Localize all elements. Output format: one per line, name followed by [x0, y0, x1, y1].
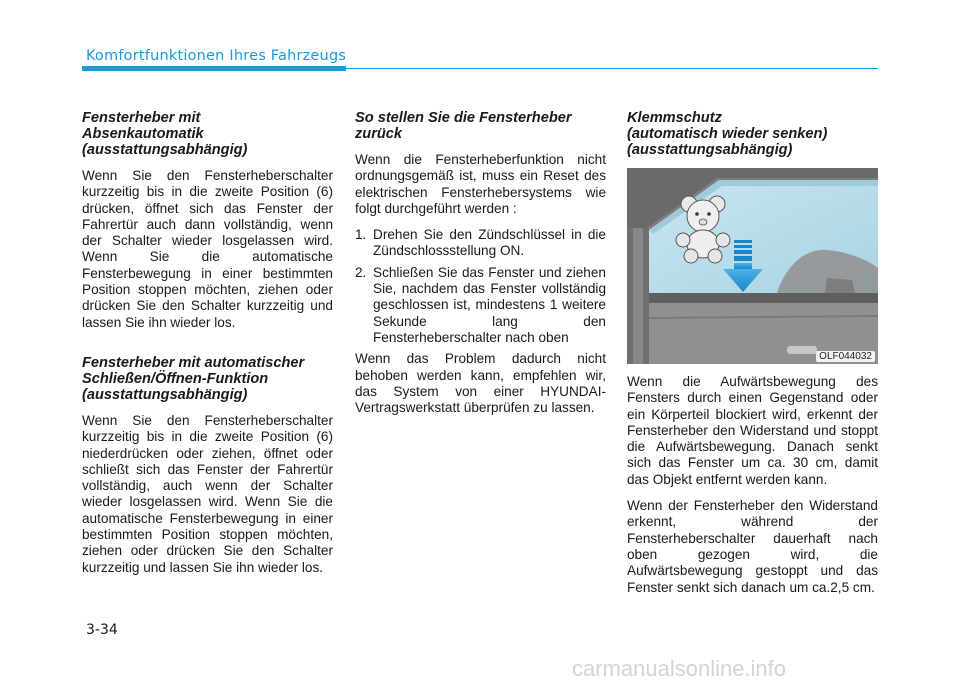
heading-line: So stellen Sie die Fensterheber — [355, 110, 572, 126]
list-item — [355, 227, 606, 260]
paragraph-reset-outro: Wenn das Problem dadurch nicht behoben werden kann, empfehlen wir, das System von einer HYUNDAI-Vertragswerkstatt überprüfen zu lassen. — [355, 351, 606, 416]
reset-steps-list — [355, 227, 606, 346]
heading-line: (automatisch wieder senken) — [627, 126, 828, 142]
paragraph-schliessen-oeffnen: Wenn Sie den Fensterheberschalter kurzzeitig bis in die zweite Position (6) niederdrücken oder ziehen, öffnet oder schließt sich das Fenster der Fahrertür vollständig, auch wenn der Schalter wieder losgelassen wird. Wenn Sie die automatische Fensterbewegung in einer bestimmten Position stoppen möchten, ziehen oder drücken Sie den Schalter kurzzeitig und lassen Sie ihn wieder los. — [82, 412, 333, 575]
step-text: Drehen Sie den Zündschlüssel in die Zündschlossstellung ON. — [373, 227, 606, 259]
heading-reset — [355, 110, 606, 142]
heading-line: (ausstattungsabhängig) — [627, 142, 793, 158]
heading-absenkautomatik — [82, 110, 333, 158]
heading-klemmschutz — [627, 110, 878, 158]
heading-line: Absenkautomatik — [82, 126, 204, 142]
column-right — [627, 110, 878, 606]
list-item — [355, 265, 606, 346]
column-middle — [355, 110, 606, 426]
section-title: Komfortfunktionen Ihres Fahrzeugs — [86, 48, 347, 64]
page-number: 3-34 — [86, 622, 118, 638]
heading-line: zurück — [355, 126, 403, 142]
car-window-drawing — [627, 168, 878, 364]
paragraph-klemmschutz-2: Wenn der Fensterheber den Widerstand erkennt, während der Fensterheberschalter dauerhaft nach oben gezogen wird, die Aufwärtsbewegung gestoppt und das Fenster senkt sich danach um ca.2,5 cm. — [627, 498, 878, 595]
heading-line: Schließen/Öffnen-Funktion — [82, 370, 269, 387]
watermark: carmanualsonline.info — [572, 656, 787, 681]
heading-line: Fensterheber mit automatischer — [82, 354, 305, 371]
window-illustration — [627, 168, 878, 364]
column-left — [82, 110, 333, 586]
paragraph-klemmschutz-1: Wenn die Aufwärtsbewegung des Fensters durch einen Gegenstand oder ein Körperteil blockiert wird, erkennt der Fensterheber den Widerstand und stoppt die Aufwärtsbewegung. Danach senkt sich das Fenster um ca. 30 cm, damit das Objekt entfernt werden kann. — [627, 374, 878, 487]
header-accent-bar — [82, 66, 346, 71]
figure-code: OLF044032 — [816, 351, 875, 362]
step-text: Schließen Sie das Fenster und ziehen Sie, nachdem das Fenster vollständig geschlossen ist, mindestens 1 weitere Sekunde lang den Fensterheberschalter nach oben — [373, 264, 606, 345]
heading-schliessen-oeffnen — [82, 355, 333, 403]
heading-line: (ausstattungsabhängig) — [82, 386, 248, 403]
header-rule — [346, 68, 878, 69]
step-number: 1. — [355, 227, 367, 243]
step-number: 2. — [355, 264, 367, 280]
paragraph-reset-intro: Wenn die Fensterheberfunktion nicht ordnungsgemäß ist, muss ein Reset des elektrischen Fensterhebersystems wie folgt durchgeführt werden : — [355, 152, 606, 216]
heading-line: Klemmschutz — [627, 110, 722, 126]
paragraph-absenkautomatik: Wenn Sie den Fensterheberschalter kurzzeitig bis in die zweite Position (6) drücken, öffnet sich das Fenster der Fahrertür auch dann vollständig, wenn der Schalter wieder losgelassen wird. Wenn Sie die automatische Fensterbewegung in einer bestimmten Position stoppen möchten, ziehen oder drücken Sie den Schalter kurzzeitig und lassen Sie ihn wieder los. — [82, 168, 333, 330]
heading-line: Fensterheber mit — [82, 110, 201, 126]
heading-line: (ausstattungsabhängig) — [82, 142, 248, 158]
